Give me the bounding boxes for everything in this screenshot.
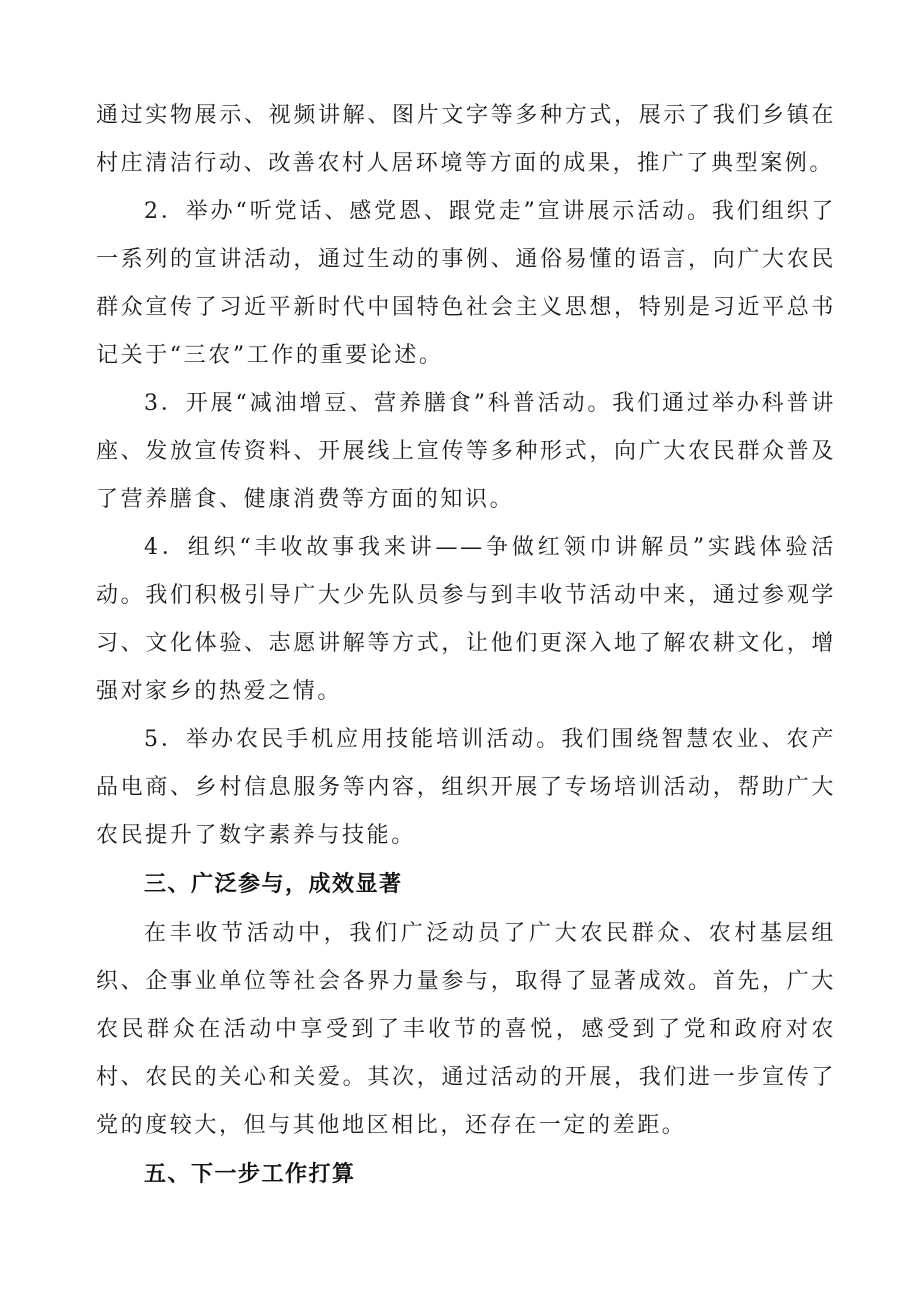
section-heading-3: 三、广泛参与，成效显著	[144, 872, 403, 897]
paragraph-section-3-results: 在丰收节活动中，我们广泛动员了广大农民群众、农村基层组织、企事业单位等社会各界力量参与，取得了显著成效。首先，广大农民群众在活动中享受到了丰收节的喜悦，感受到了党和政府对农村、农民的关心和关爱。其次，通过活动的开展，我们进一步宣传了党的度较大，但与其他地区相比，还存在一定的差距。	[96, 921, 836, 1138]
paragraph-item-3-nutrition: 3．开展“减油增豆、营养膳食”科普活动。我们通过举办科普讲座、发放宣传资料、开展线上宣传等多种形式，向广大农民群众普及了营养膳食、健康消费等方面的知识。	[96, 391, 836, 512]
paragraph-exhibition-continued: 通过实物展示、视频讲解、图片文字等多种方式，展示了我们乡镇在村庄清洁行动、改善农村人居环境等方面的成果，推广了典型案例。	[96, 103, 836, 176]
paragraph-item-4-young-pioneers: 4．组织“丰收故事我来讲——争做红领巾讲解员”实践体验活动。我们积极引导广大少先队员参与到丰收节活动中来，通过参观学习、文化体验、志愿讲解等方式，让他们更深入地了解农耕文化，增强对家乡的热爱之情。	[96, 535, 836, 704]
paragraph-item-2-propaganda: 2．举办“听党话、感党恩、跟党走”宣讲展示活动。我们组织了一系列的宣讲活动，通过生动的事例、通俗易懂的语言，向广大农民群众宣传了习近平新时代中国特色社会主义思想，特别是习近平总书记关于“三农”工作的重要论述。	[96, 199, 836, 368]
section-heading-5: 五、下一步工作打算	[144, 1162, 356, 1187]
paragraph-item-5-phone-training: 5．举办农民手机应用技能培训活动。我们围绕智慧农业、农产品电商、乡村信息服务等内容，组织开展了专场培训活动，帮助广大农民提升了数字素养与技能。	[96, 727, 836, 848]
document-body	[96, 92, 836, 1200]
